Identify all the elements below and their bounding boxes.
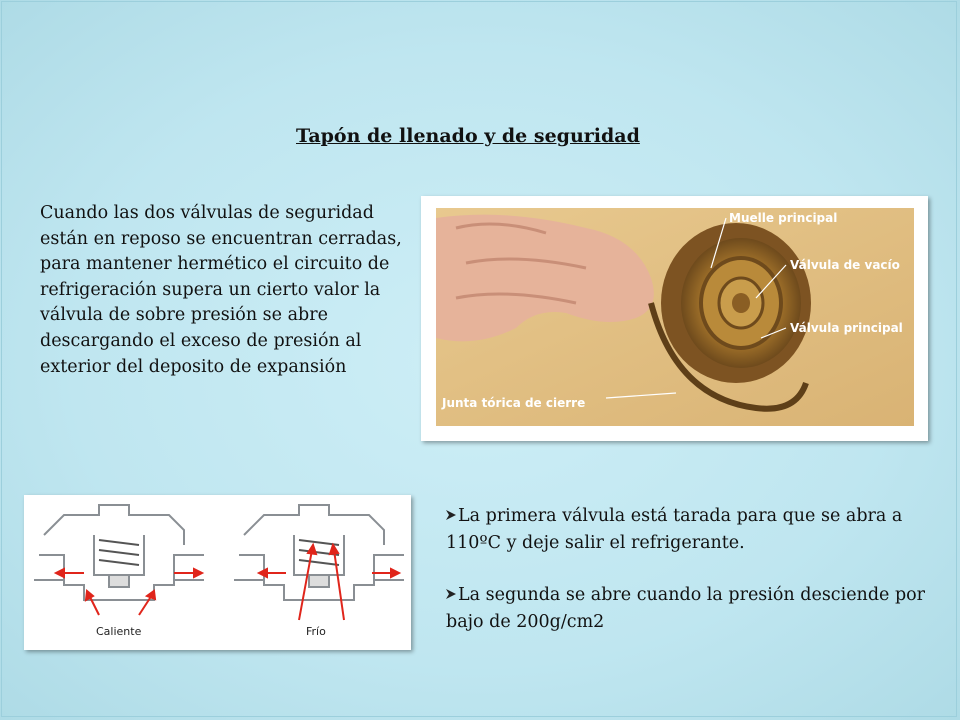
bullet-text: La primera válvula está tarada para que se abra a 110ºC y deje salir el refrigerante. (446, 506, 903, 553)
label-muelle: Muelle principal (729, 211, 838, 225)
label-vacio: Válvula de vacío (790, 258, 900, 272)
label-junta: Junta tórica de cierre (442, 396, 586, 410)
slide-title: Tapón de llenado y de seguridad (296, 125, 640, 147)
valve-diagram (24, 495, 411, 650)
diagram-illustration (24, 495, 411, 650)
arrow-bullet-icon (446, 589, 456, 599)
bullet-item (446, 503, 956, 557)
body-paragraph: Cuando las dos válvulas de seguridad están en reposo se encuentran cerradas, para mantener hermético el circuito de refrigeración supera un cierto valor la válvula de sobre presión se abre descargando el exceso de presión al exterior del deposito de expansión (40, 203, 402, 377)
label-frio: Frío (306, 625, 326, 638)
label-principal: Válvula principal (790, 321, 903, 335)
photo-illustration (436, 208, 914, 426)
label-caliente: Caliente (96, 625, 142, 638)
radiator-cap-photo (421, 196, 928, 441)
arrow-bullet-icon (446, 510, 456, 520)
bullet-text: La segunda se abre cuando la presión desciende por bajo de 200g/cm2 (446, 585, 926, 632)
bullet-item (446, 582, 956, 636)
cap-diagram-hot (34, 505, 204, 600)
bullet-list (446, 503, 956, 636)
cap-diagram-cold (234, 505, 404, 600)
flow-arrows (56, 545, 399, 620)
